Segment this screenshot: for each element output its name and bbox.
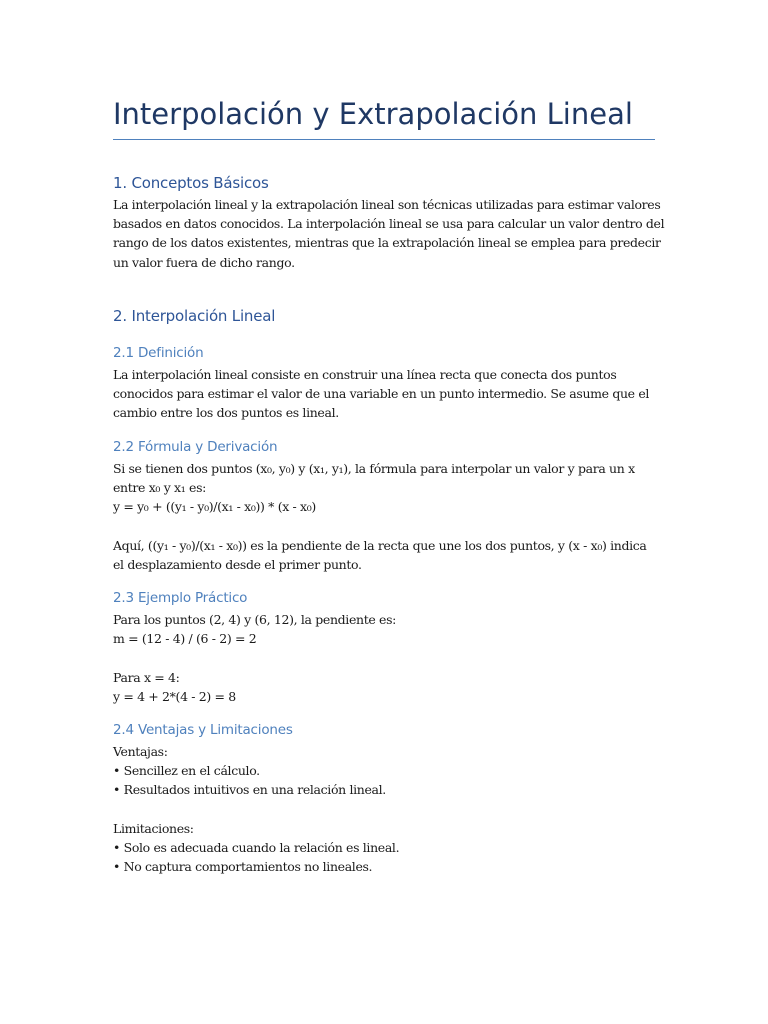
formula-line: y = 4 + 2*(4 - 2) = 8 xyxy=(113,688,236,704)
paragraph-formula xyxy=(113,459,655,574)
list-item: • Solo es adecuada cuando la relación es lineal. xyxy=(113,839,400,855)
paragraph-line: Para x = 4: xyxy=(113,669,180,685)
subsection-heading-example: 2.3 Ejemplo Práctico xyxy=(113,590,248,606)
formula-line: m = (12 - 4) / (6 - 2) = 2 xyxy=(113,631,257,647)
list-item: • Resultados intuitivos en una relación lineal. xyxy=(113,782,386,798)
list-label: Limitaciones: xyxy=(113,820,194,836)
document-title: Interpolación y Extrapolación Lineal xyxy=(113,97,633,131)
subsection-heading-pros-cons: 2.4 Ventajas y Limitaciones xyxy=(113,722,293,738)
paragraph-basics xyxy=(113,195,665,272)
paragraph-definition xyxy=(113,365,655,423)
list-item: • No captura comportamientos no lineales. xyxy=(113,859,373,875)
blank-line xyxy=(113,648,655,667)
paragraph-line: cambio entre los dos puntos es lineal. xyxy=(113,405,339,421)
paragraph-line: el desplazamiento desde el primer punto. xyxy=(113,556,362,572)
paragraph-line: Para los puntos (2, 4) y (6, 12), la pendiente es: xyxy=(113,612,397,627)
paragraph-line: entre x₀ y x₁ es: xyxy=(113,480,206,496)
blank-line xyxy=(113,517,655,536)
paragraph-line: basados en datos conocidos. La interpolación lineal se usa para calcular un valor dentro del xyxy=(113,216,665,232)
subsection-heading-formula: 2.2 Fórmula y Derivación xyxy=(113,439,278,455)
formula-line: y = y₀ + ((y₁ - y₀)/(x₁ - x₀)) * (x - x₀) xyxy=(113,499,316,515)
list-item: • Sencillez en el cálculo. xyxy=(113,763,260,779)
paragraph-example xyxy=(113,610,655,706)
blank-line xyxy=(113,800,655,819)
paragraph-line: Si se tienen dos puntos (x₀, y₀) y (x₁, y₁), la fórmula para interpolar un valor y para un x xyxy=(113,461,635,476)
subsection-heading-definition: 2.1 Definición xyxy=(113,345,204,361)
paragraph-line: La interpolación lineal y la extrapolación lineal son técnicas utilizadas para estimar valores xyxy=(113,197,661,212)
paragraph-line: Aquí, ((y₁ - y₀)/(x₁ - x₀)) es la pendiente de la recta que une los dos puntos, y (x - x₀) indica xyxy=(113,537,647,553)
paragraph-line: La interpolación lineal consiste en construir una línea recta que conecta dos puntos xyxy=(113,367,617,382)
list-label: Ventajas: xyxy=(113,744,168,759)
title-underline xyxy=(113,139,655,140)
paragraph-line: rango de los datos existentes, mientras que la extrapolación lineal se emplea para predecir xyxy=(113,235,661,251)
paragraph-pros-cons xyxy=(113,742,655,876)
paragraph-line: un valor fuera de dicho rango. xyxy=(113,254,295,270)
paragraph-line: conocidos para estimar el valor de una variable en un punto intermedio. Se asume que el xyxy=(113,386,650,402)
section-heading-interpolation: 2. Interpolación Lineal xyxy=(113,307,276,325)
section-heading-basics: 1. Conceptos Básicos xyxy=(113,174,269,192)
